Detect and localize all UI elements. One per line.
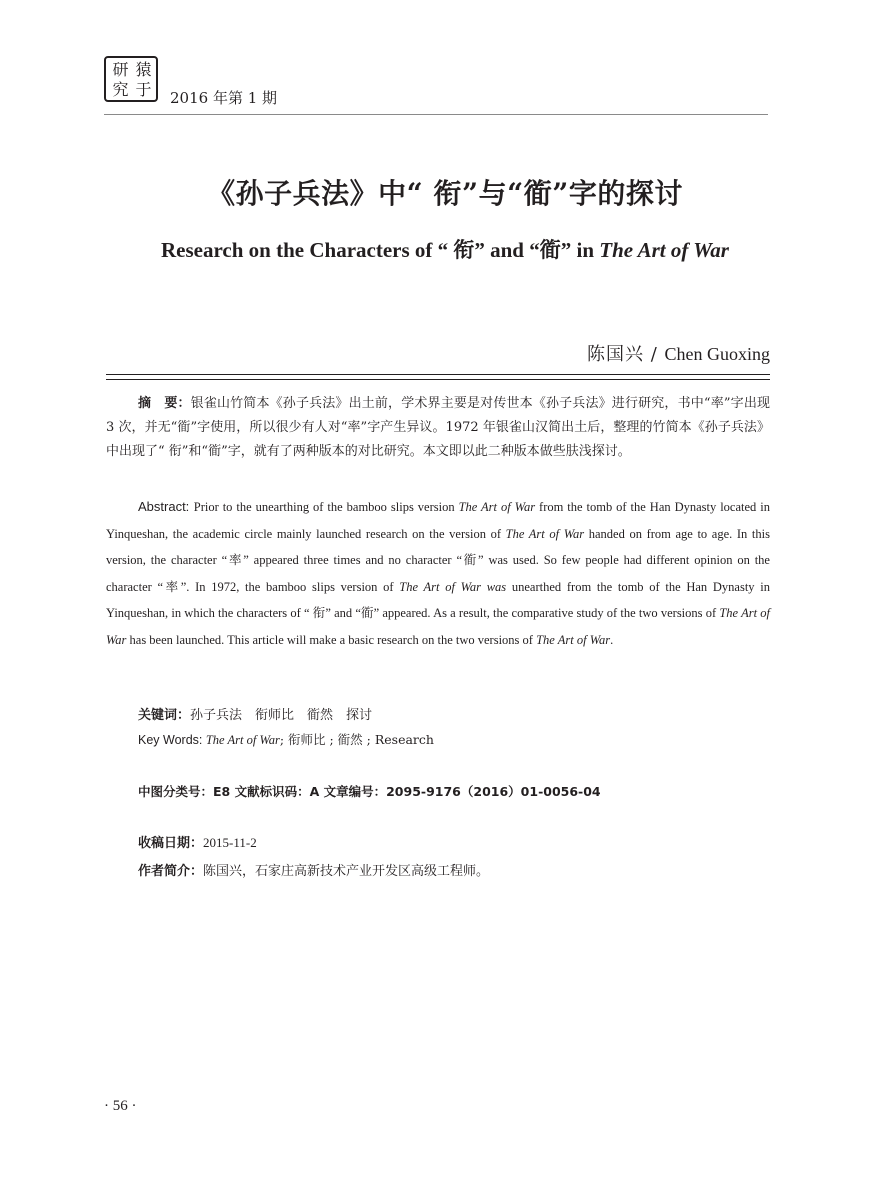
logo-char: 究 [112,80,129,99]
received-date [138,832,257,851]
title-english-italic: The Art of War [599,238,729,262]
keywords-english [138,730,434,748]
abstract-italic: The Art of War [458,500,536,514]
author-name-english: Chen Guoxing [664,344,770,364]
abstract-italic: The Art of War [106,606,770,647]
abstract-italic: The Art of War [536,632,611,647]
logo-char: 研 [112,60,129,79]
keywords-english-italic: The Art of War [205,733,280,747]
received-date-value: 2015-11-2 [203,835,257,850]
abstract-text: unearthed from the tomb of the Han Dynasty in Yinqueshan, in which the characters of “ 衔” and “衜” appeared. As a result, the comparative study of the two versions of [106,579,770,620]
author-name-chinese: 陈国兴 / [586,344,665,365]
journal-header [104,56,768,116]
page-number: · 56 · [104,1098,137,1114]
logo-char: 于 [135,80,152,99]
title-english [0,234,890,264]
abstract-text: . [610,632,614,647]
abstract-italic: The Art of War [505,526,585,541]
abstract-chinese [106,392,770,464]
abstract-english-label: Abstract: [138,499,194,514]
issue-label: 2016 年第 1 期 [170,89,278,107]
author-byline [587,340,770,366]
title-chinese: 《孙子兵法》中“ 衔”与“衜”字的探讨 [207,177,683,210]
title-english-main: Research on the Characters of “ 衔” and “衜” in [161,238,600,262]
keywords-english-text: ; 衔师比 ; 衜然 ; Research [279,732,434,747]
journal-logo [104,56,158,102]
title-divider [106,374,770,380]
author-bio [138,860,489,879]
abstract-english [106,494,770,653]
abstract-text: has been launched. This article will make a basic research on the two versions of [126,632,537,647]
logo-char: 猿 [135,60,152,79]
header-divider [104,114,768,115]
abstract-chinese-text: 银雀山竹简本《孙子兵法》出土前，学术界主要是对传世本《孙子兵法》进行研究，书中“率”字出现 3 次，并无“衜”字使用，所以很少有人对“率”字产生异议。1972 年银雀山汉简出土后，整理的竹简本《孙子兵法》中出现了“ 衔”和“衜”字，就有了两种版本的对比研究。本文即以此二种版本做些肤浅探讨。 [106,396,770,459]
classification-line: 中图分类号：E8 文献标识码：A 文章编号：2095-9176（2016）01-0056-04 [138,784,601,799]
received-date-label: 收稿日期： [138,836,204,851]
keywords-chinese-text: 孙子兵法 衔师比 衜然 探讨 [190,708,373,723]
abstract-italic: The Art of War was [399,579,507,594]
keywords-chinese [138,704,372,723]
author-bio-text: 陈国兴，石家庄高新技术产业开发区高级工程师。 [203,864,490,879]
author-bio-label: 作者简介： [138,864,204,879]
abstract-text: Prior to the unearthing of the bamboo slips version [193,500,459,514]
keywords-english-label: Key Words: [138,733,206,747]
abstract-chinese-label: 摘 要： [138,396,191,411]
keywords-chinese-label: 关键词： [138,708,191,723]
abstract-text: handed on from age to age. In this version, the character “率” appeared three times and no character “衜” was used. So few people had different opinion on the character “率”. In 1972, the bamboo slips version of [106,526,770,594]
abstract-text: from the tomb of the Han Dynasty located in Yinqueshan, the academic circle mainly launched research on the version of [106,500,770,541]
